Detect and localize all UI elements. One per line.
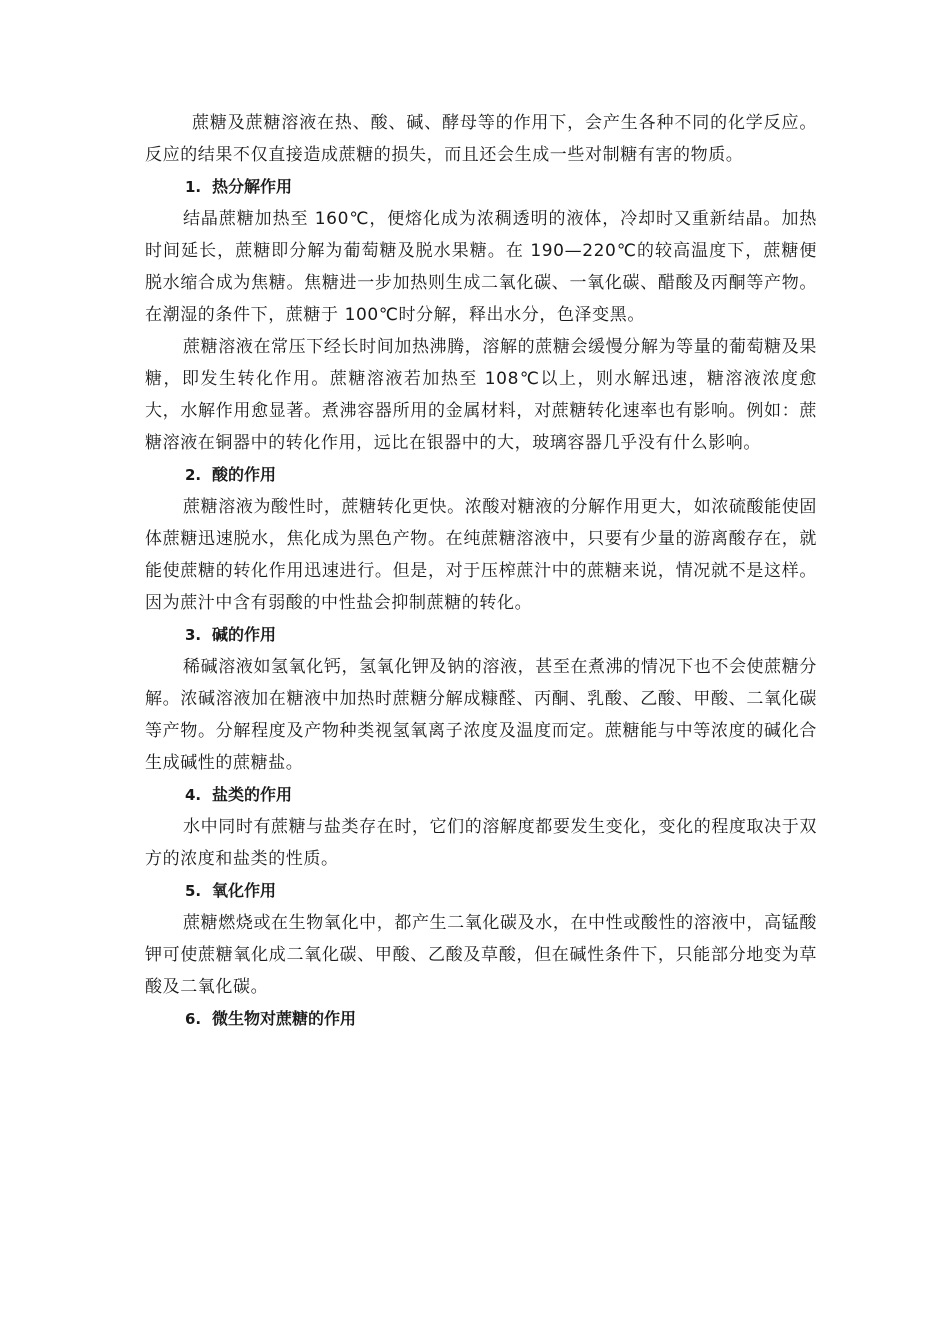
intro-paragraph: 蔗糖及蔗糖溶液在热、酸、碱、酵母等的作用下，会产生各种不同的化学反应。反应的结果不仅直接造成蔗糖的损失，而且还会生成一些对制糖有害的物质。 [145, 113, 817, 165]
section-number: 6. [185, 1010, 202, 1028]
paragraph: 蔗糖溶液在常压下经长时间加热沸腾，溶解的蔗糖会缓慢分解为等量的葡萄糖及果糖，即发生转化作用。蔗糖溶液若加热至 108℃以上，则水解迅速，糖溶液浓度愈大，水解作用愈显著。煮沸容器所用的金属材料，对蔗糖转化速率也有影响。例如：蔗糖溶液在铜器中的转化作用，远比在银器中的大，玻璃容器几乎没有什么影响。 [145, 337, 817, 453]
section-number: 2. [185, 466, 202, 484]
section-heading-alkali [145, 619, 817, 651]
section-heading-oxidation [145, 875, 817, 907]
paragraph: 蔗糖溶液为酸性时，蔗糖转化更快。浓酸对糖液的分解作用更大，如浓硫酸能使固体蔗糖迅速脱水，焦化成为黑色产物。在纯蔗糖溶液中，只要有少量的游离酸存在，就能使蔗糖的转化作用迅速进行。但是，对于压榨蔗汁中的蔗糖来说，情况就不是这样。因为蔗汁中含有弱酸的中性盐会抑制蔗糖的转化。 [145, 497, 817, 613]
paragraph: 稀碱溶液如氢氧化钙，氢氧化钾及钠的溶液，甚至在煮沸的情况下也不会使蔗糖分解。浓碱溶液加在糖液中加热时蔗糖分解成糠醛、丙酮、乳酸、乙酸、甲酸、二氧化碳等产物。分解程度及产物种类视氢氧离子浓度及温度而定。蔗糖能与中等浓度的碱化合生成碱性的蔗糖盐。 [145, 657, 817, 773]
section-title: 微生物对蔗糖的作用 [212, 1009, 357, 1028]
paragraph: 蔗糖燃烧或在生物氧化中，都产生二氧化碳及水，在中性或酸性的溶液中，高锰酸钾可使蔗糖氧化成二氧化碳、甲酸、乙酸及草酸，但在碱性条件下，只能部分地变为草酸及二氧化碳。 [145, 913, 817, 997]
section-number: 5. [185, 882, 202, 900]
section-title: 氧化作用 [212, 881, 277, 900]
section-number: 1. [185, 178, 202, 196]
section-title: 碱的作用 [212, 625, 277, 644]
section-number: 3. [185, 626, 202, 644]
section-heading-acid [145, 459, 817, 491]
section-heading-microorganisms [145, 1003, 817, 1035]
section-number: 4. [185, 786, 202, 804]
section-title: 热分解作用 [212, 177, 293, 196]
section-title: 盐类的作用 [212, 785, 293, 804]
paragraph: 结晶蔗糖加热至 160℃，便熔化成为浓稠透明的液体，冷却时又重新结晶。加热时间延长，蔗糖即分解为葡萄糖及脱水果糖。在 190—220℃的较高温度下，蔗糖便脱水缩合成为焦糖。焦糖进一步加热则生成二氧化碳、一氧化碳、醋酸及丙酮等产物。在潮湿的条件下，蔗糖于 100℃时分解，释出水分，色泽变黑。 [145, 209, 817, 325]
paragraph: 水中同时有蔗糖与盐类存在时，它们的溶解度都要发生变化，变化的程度取决于双方的浓度和盐类的性质。 [145, 817, 817, 869]
section-heading-salts [145, 779, 817, 811]
document-page [145, 107, 817, 1035]
section-title: 酸的作用 [212, 465, 277, 484]
section-heading-thermal-decomposition [145, 171, 817, 203]
